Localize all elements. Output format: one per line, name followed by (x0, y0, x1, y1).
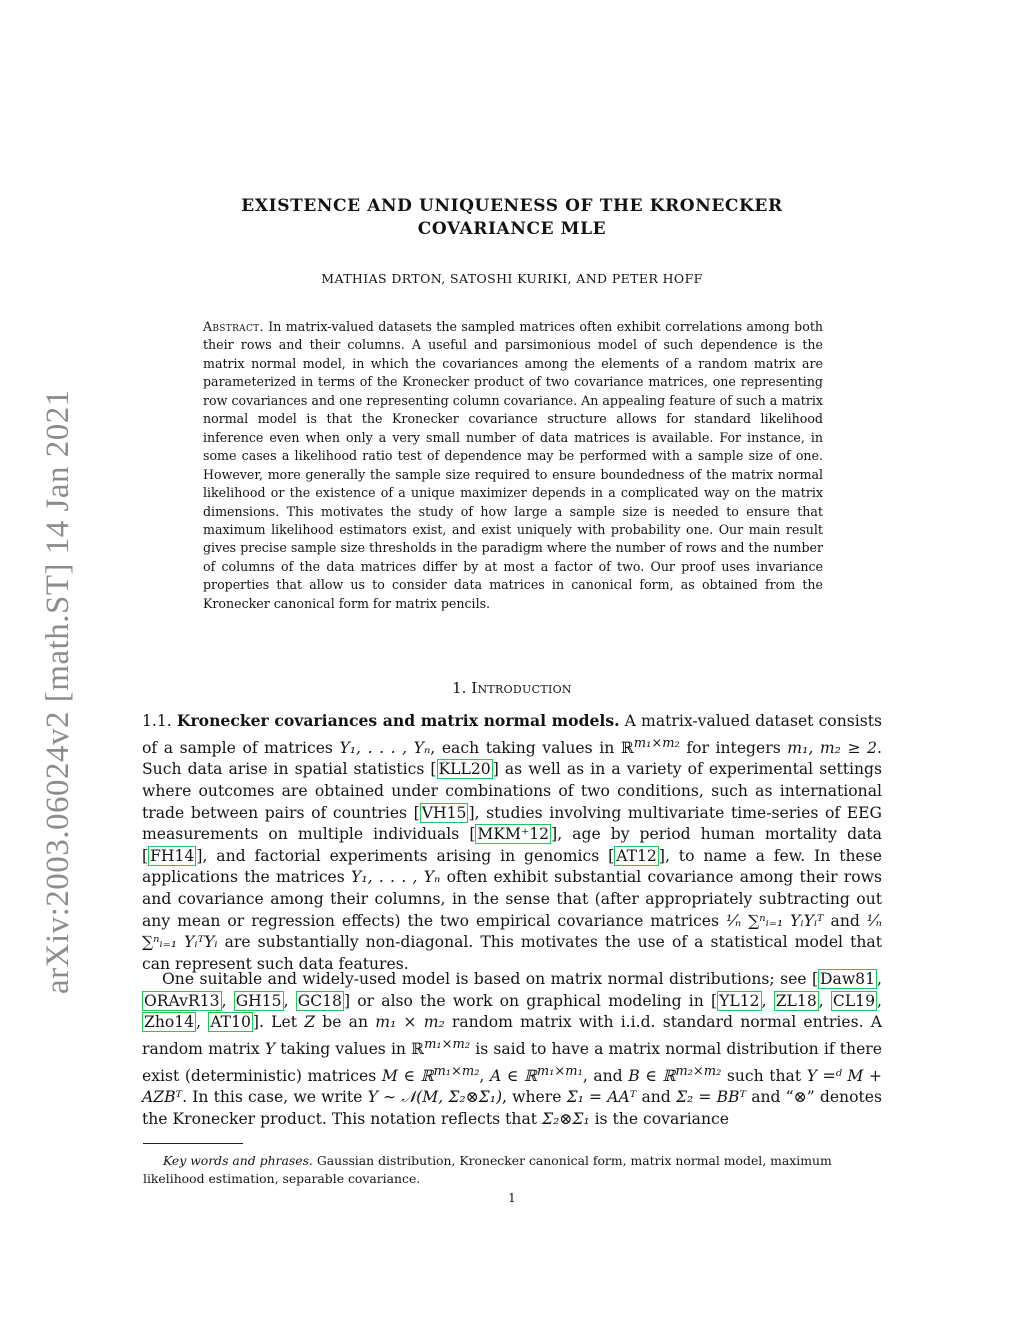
text: taking values in ℝ (275, 1039, 425, 1058)
abstract (203, 318, 823, 613)
text: for integers (679, 738, 788, 757)
citation-kll20[interactable]: KLL20 (438, 760, 491, 779)
text: . Such data arise in spatial statistics (142, 738, 882, 779)
math-sigma2: Σ₂ = BBᵀ (675, 1088, 747, 1107)
text: and (636, 1088, 676, 1107)
text: as well as in a variety of experimental settings where outcomes are obtained under combinations of two conditions, such as international trade between pairs of countries (142, 760, 882, 822)
abstract-text: In matrix-valued datasets the sampled matrices often exhibit correlations among both their rows and their columns. A useful and parsimonious model of such dependence is the matrix normal model, in which the covariances among the elements of a random matrix are parameterized in terms of the Kronecker product of two covariance matrices, one representing row covariances and one representing column covariance. An appealing feature of such a matrix normal model is that the Kronecker covariance structure allows for standard likelihood inference even when only a very small number of data matrices is available. For instance, in some cases a likelihood ratio test of dependence may be performed with a sample size of one. However, more generally the sample size required to ensure boundedness of the matrix normal likelihood or the existence of a unique maximizer depends in a complicated way on the matrix dimensions. This motivates the study of how large a sample size is needed to ensure that maximum likelihood estimators exist, and exist uniquely with probability one. Our main result gives precise sample size thresholds in the paradigm where the number of rows and the number of columns of the data matrices differ by at most a factor of two. Our proof uses invariance properties that allow us to consider data matrices in canonical form, as obtained from the Kronecker canonical form for matrix pencils. (203, 319, 823, 611)
citation-cl19[interactable]: CL19 (832, 991, 876, 1010)
math-a-in: A ∈ ℝ (489, 1066, 537, 1085)
text: , studies involving multivariate time-series of EEG measurements on multiple individuals (142, 803, 882, 844)
text: One suitable and widely-used model is based on matrix normal distributions; see (162, 970, 812, 988)
subsection-number: 1.1. (142, 712, 172, 730)
footnote-label: Key words and phrases. (163, 1153, 313, 1168)
math-dim: m₁×m₂ (633, 735, 680, 751)
math-a-dim: m₁×m₁ (536, 1063, 583, 1079)
subsection-title: Kronecker covariances and matrix normal models. (176, 711, 620, 730)
citation-gc18[interactable]: GC18 (297, 991, 342, 1010)
citation-at12[interactable]: AT12 (616, 846, 657, 865)
citation-zho14[interactable]: Zho14 (144, 1013, 195, 1032)
math-cov-cols: ¹⁄ₙ ∑ⁿᵢ₌₁ YᵢᵀYᵢ (142, 911, 882, 952)
math-kron: Σ₂⊗Σ₁ (541, 1109, 590, 1128)
math-b-in: B ∈ ℝ (628, 1066, 676, 1085)
citation-at10[interactable]: AT10 (210, 1013, 251, 1032)
math-m1xm2: m₁ × m₂ (375, 1013, 445, 1032)
text: A matrix-valued dataset consists of a sample of matrices (142, 712, 883, 757)
text: often exhibit substantial covariance among their rows and covariance among their columns, in the sense that (after appropriately subtracting out any mean or regression effects) the two empirical covariance matrices (142, 868, 882, 930)
math-sigma1: Σ₁ = AAᵀ (566, 1088, 637, 1107)
text: , each taking values in ℝ (430, 738, 634, 757)
section-number: 1. (452, 679, 467, 697)
math-b-dim: m₂×m₂ (675, 1063, 722, 1079)
text: , age by period human mortality data (557, 825, 882, 844)
citation-zl18[interactable]: ZL18 (775, 991, 817, 1010)
section-heading-introduction (180, 679, 844, 697)
math-y: Y (264, 1039, 276, 1058)
math-y-dist: Y =ᵈ M + AZBᵀ (142, 1066, 882, 1107)
text: is said to have a matrix normal distribution if there exist (deterministic) matrices (142, 1039, 882, 1085)
text: and “⊗” denotes the Kronecker product. This notation reflects that (142, 1088, 882, 1128)
citation-oravr13[interactable]: ORAvR13 (144, 991, 220, 1010)
paragraph-1: 1.1. Kronecker covariances and matrix normal models. A matrix-valued dataset consists of a sample of matrices Y₁, . . . , Yₙ, each taking values in ℝ$^{m_1\times m_2}$ for integers m₁, m₂ ≥ 2. Such data arise in spatial statistics [ KLL20 ] as well as in a variety of experimental settings where outcomes are obtained under combinations of two conditions, such as international trade between pairs of countries [ VH15 ], studies involving multivariate time-series of EEG measurements on multiple individuals [ MKM⁺12 ], age by period human mortality data [ FH14 ], and factorial experiments arising in genomics [ AT12 ], to name a few. In these applications the matrices Y₁, . . . , Yₙ often exhibit substantial covariance among their rows and covariance among their columns, in the sense that (after appropriately subtracting out any mean or regression effects) the two empirical covariance matrices ¹⁄ₙ ∑ⁿᵢ₌₁ YᵢYᵢᵀ and ¹⁄ₙ ∑ⁿᵢ₌₁ YᵢᵀYᵢ are substantially non-diagonal. This motivates the use of a statistical model that can represent such data features. (142, 711, 883, 973)
math-m-ineq: m₁, m₂ ≥ 2 (787, 738, 878, 757)
text: , and factorial experiments arising in genomics (202, 846, 609, 865)
section-title: Introduction (471, 679, 572, 697)
page-number: 1 (508, 1191, 516, 1205)
math-y-model: Y ∼ 𝒩(M, Σ₂⊗Σ₁) (367, 1088, 503, 1107)
math-samples: Y₁, . . . , Yₙ (339, 738, 431, 757)
text: . In this case, we write (182, 1088, 368, 1107)
text: are substantially non-diagonal. This motivates the use of a statistical model that can represent such data features. (142, 933, 882, 973)
author-list: MATHIAS DRTON, SATOSHI KURIKI, AND PETER HOFF (321, 271, 703, 286)
math-dim: m₁×m₂ (433, 1063, 480, 1079)
text: and (823, 911, 867, 930)
text: , and (582, 1066, 629, 1085)
citation-daw81[interactable]: Daw81 (820, 970, 876, 988)
citation-gh15[interactable]: GH15 (235, 991, 282, 1010)
text: such that (721, 1066, 807, 1085)
footnote-divider (143, 1143, 243, 1144)
title-line-2: COVARIANCE MLE (417, 219, 607, 239)
paper-title (180, 195, 844, 241)
text: , to name a few. In these applications the matrices (142, 846, 882, 887)
math-dim: m₁×m₂ (424, 1036, 471, 1052)
text: , where (502, 1088, 567, 1107)
math-m-in: M ∈ ℝ (381, 1066, 434, 1085)
citation-mkm12[interactable]: MKM⁺12 (477, 825, 550, 844)
footnote-text: Gaussian distribution, Kronecker canonical form, matrix normal model, maximum likelihood estimation, separable covariance. (143, 1153, 832, 1186)
citation-vh15[interactable]: VH15 (421, 803, 467, 822)
abstract-label: Abstract. (203, 319, 264, 334)
text: random matrix with i.i.d. standard normal entries. A random matrix (142, 1013, 882, 1058)
text: . Let (259, 1013, 305, 1032)
citation-fh14[interactable]: FH14 (150, 846, 195, 865)
text: or also the work on graphical modeling in (350, 991, 711, 1010)
math-samples: Y₁, . . . , Yₙ (351, 868, 441, 887)
text: is the covariance (589, 1109, 729, 1128)
citation-yl12[interactable]: YL12 (719, 991, 760, 1010)
footnote-keywords (143, 1152, 883, 1188)
paragraph-2: One suitable and widely-used model is based on matrix normal distributions; see [ Daw81 , ORAvR13 , GH15 , GC18 ] or also the work on graphical modeling in [ YL12 , ZL18 , CL19 , Zho14 , AT10 ]. Let Z be an m₁ × m₂ random matrix with i.i.d. standard normal entries. A random matrix Y taking values in ℝ$^{m_1\times m_2}$ is said to have a matrix normal distribution if there exist (deterministic) matrices M ∈ ℝ$^{m_1\times m_2}$, A ∈ ℝ$^{m_1\times m_1}$, and B ∈ ℝ$^{m_2\times m_2}$ such that Y =ᵈ M + AZBᵀ. In this case, we write Y ∼ 𝒩(M, Σ₂⊗Σ₁), where Σ₁ = AAᵀ and Σ₂ = BBᵀ and “⊗” denotes the Kronecker product. This notation reflects that Σ₂⊗Σ₁ is the covariance (142, 970, 882, 1128)
title-line-1: EXISTENCE AND UNIQUENESS OF THE KRONECKER (241, 196, 783, 216)
arxiv-identifier: arXiv:2003.06024v2 [math.ST] 14 Jan 2021 (40, 389, 76, 994)
math-z: Z (304, 1013, 316, 1032)
text: be an (315, 1013, 376, 1032)
math-cov-rows: ¹⁄ₙ ∑ⁿᵢ₌₁ YᵢYᵢᵀ (725, 911, 824, 930)
